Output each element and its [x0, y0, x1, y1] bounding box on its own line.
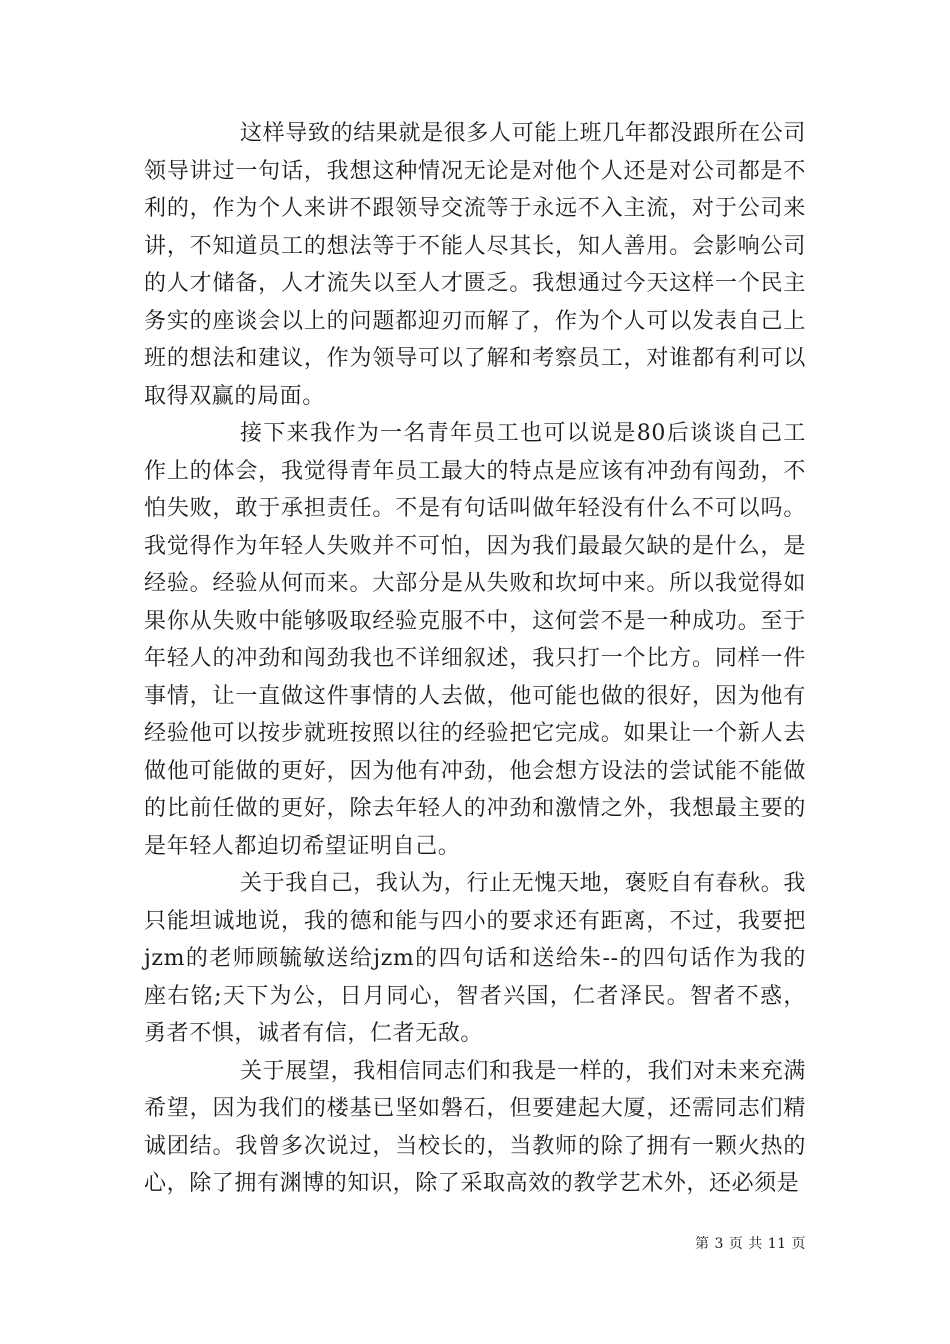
paragraph-3: 关于我自己，我认为，行止无愧天地，褒贬自有春秋。我只能坦诚地说，我的德和能与四小的要求还有距离，不过，我要把jzm的老师顾毓敏送给jzm的四句话和送给朱--的四句话作为我的座右铭;天下为公，日月同心，智者兴国，仁者泽民。智者不惑，勇者不惧，诚者有信，仁者无敌。: [144, 871, 806, 1046]
paragraph-2: 接下来我作为一名青年员工也可以说是80后谈谈自己工作上的体会，我觉得青年员工最大的特点是应该有冲劲有闯劲，不怕失败，敢于承担责任。不是有句话叫做年轻没有什么不可以吗。我觉得作为年轻人失败并不可怕，因为我们最最欠缺的是什么，是经验。经验从何而来。大部分是从失败和坎坷中来。所以我觉得如果你从失败中能够吸取经验克服不中，这何尝不是一种成功。至于年轻人的冲劲和闯劲我也不详细叙述，我只打一个比方。同样一件事情，让一直做这件事情的人去做，他可能也做的很好，因为他有经验他可以按步就班按照以往的经验把它完成。如果让一个新人去做他可能做的更好，因为他有冲劲，他会想方设法的尝试能不能做的比前任做的更好，除去年轻人的冲劲和激情之外，我想最主要的是年轻人都迫切希望证明自己。: [144, 421, 806, 859]
page-number-footer: 第 3 页 共 11 页: [695, 1236, 806, 1252]
paragraph-4: 关于展望，我相信同志们和我是一样的，我们对未来充满希望，因为我们的楼基已坚如磐石，但要建起大厦，还需同志们精诚团结。我曾多次说过，当校长的，当教师的除了拥有一颗火热的心，除了拥有渊博的知识，除了采取高效的教学艺术外，还必须是: [144, 1058, 806, 1196]
document-body: [144, 115, 806, 1203]
paragraph-1: 这样导致的结果就是很多人可能上班几年都没跟所在公司领导讲过一句话，我想这种情况无论是对他个人还是对公司都是不利的，作为个人来讲不跟领导交流等于永远不入主流，对于公司来讲，不知道员工的想法等于不能人尽其长，知人善用。会影响公司的人才储备，人才流失以至人才匮乏。我想通过今天这样一个民主务实的座谈会以上的问题都迎刃而解了，作为个人可以发表自己上班的想法和建议，作为领导可以了解和考察员工，对谁都有利可以取得双赢的局面。: [144, 121, 806, 409]
